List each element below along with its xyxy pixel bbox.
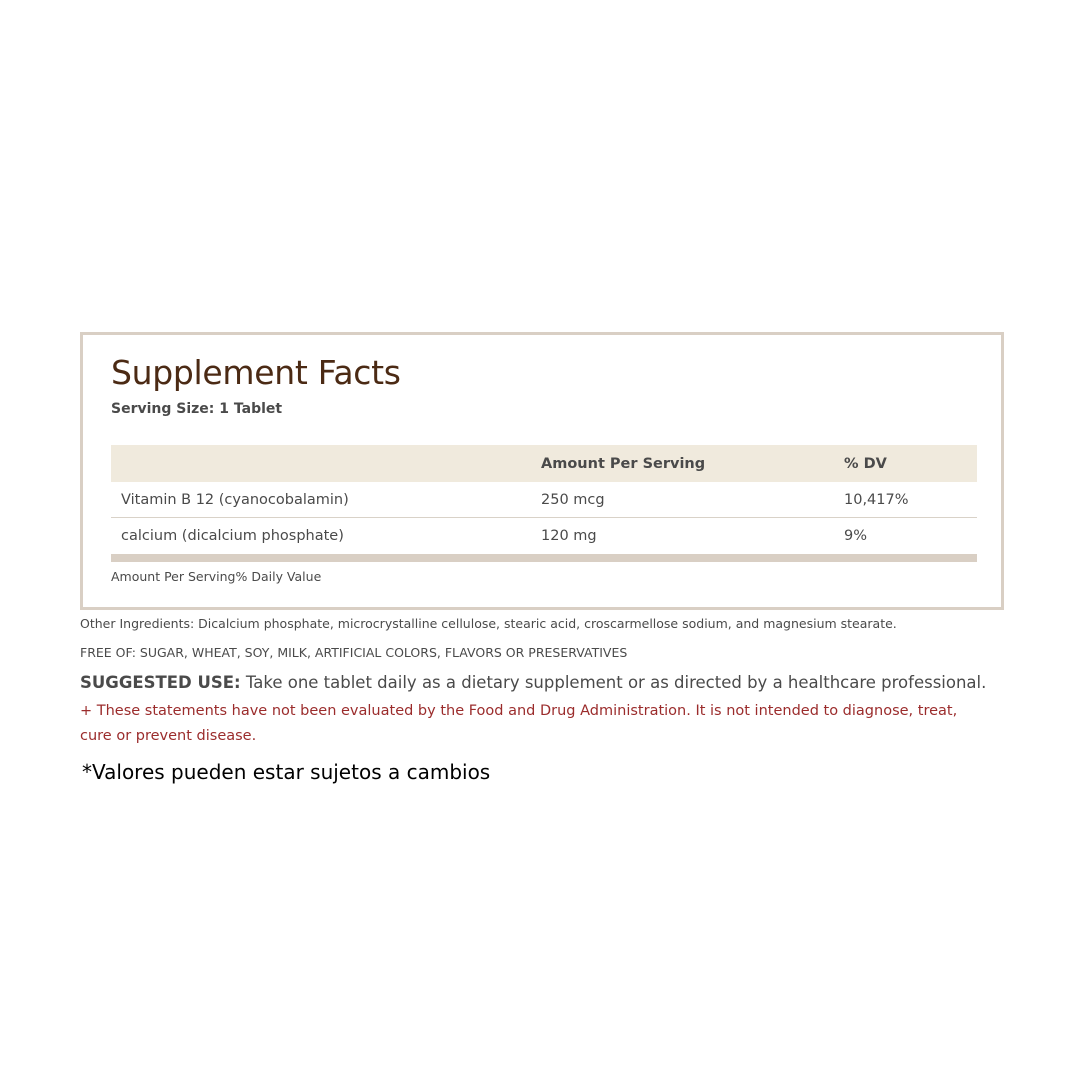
suggested-use [80, 673, 986, 692]
nutrient-dv: 10,417% [844, 491, 909, 508]
fda-disclaimer: + These statements have not been evaluated by the Food and Drug Administration. It is not intended to diagnose, treat, cure or prevent disease. [80, 703, 958, 744]
header-dv: % DV [844, 455, 887, 472]
table-footnote: Amount Per Serving% Daily Value [111, 569, 322, 584]
facts-title: Supplement Facts [111, 353, 401, 392]
free-of-statement: FREE OF: SUGAR, WHEAT, SOY, MILK, ARTIFICIAL COLORS, FLAVORS OR PRESERVATIVES [80, 645, 628, 660]
nutrient-amount: 120 mg [541, 528, 597, 544]
nutrient-name: calcium (dicalcium phosphate) [121, 528, 344, 544]
table-header-row [111, 445, 977, 482]
header-amount: Amount Per Serving [541, 455, 706, 472]
supplement-facts-panel [80, 332, 1004, 610]
other-ingredients: Other Ingredients: Dicalcium phosphate, microcrystalline cellulose, stearic acid, croscarmellose sodium, and magnesium stearate. [80, 616, 897, 631]
nutrient-amount: 250 mcg [541, 491, 605, 508]
suggested-use-text: Take one tablet daily as a dietary supplement or as directed by a healthcare professional. [240, 673, 987, 692]
table-row [111, 482, 977, 518]
table-bottom-divider [111, 554, 977, 562]
facts-table [111, 445, 977, 562]
nutrient-dv: 9% [844, 528, 868, 544]
nutrient-name: Vitamin B 12 (cyanocobalamin) [121, 491, 349, 508]
table-row [111, 518, 977, 554]
values-change-note: *Valores pueden estar sujetos a cambios [82, 760, 491, 784]
suggested-use-label: SUGGESTED USE: [80, 673, 241, 692]
serving-size: Serving Size: 1 Tablet [111, 401, 283, 417]
